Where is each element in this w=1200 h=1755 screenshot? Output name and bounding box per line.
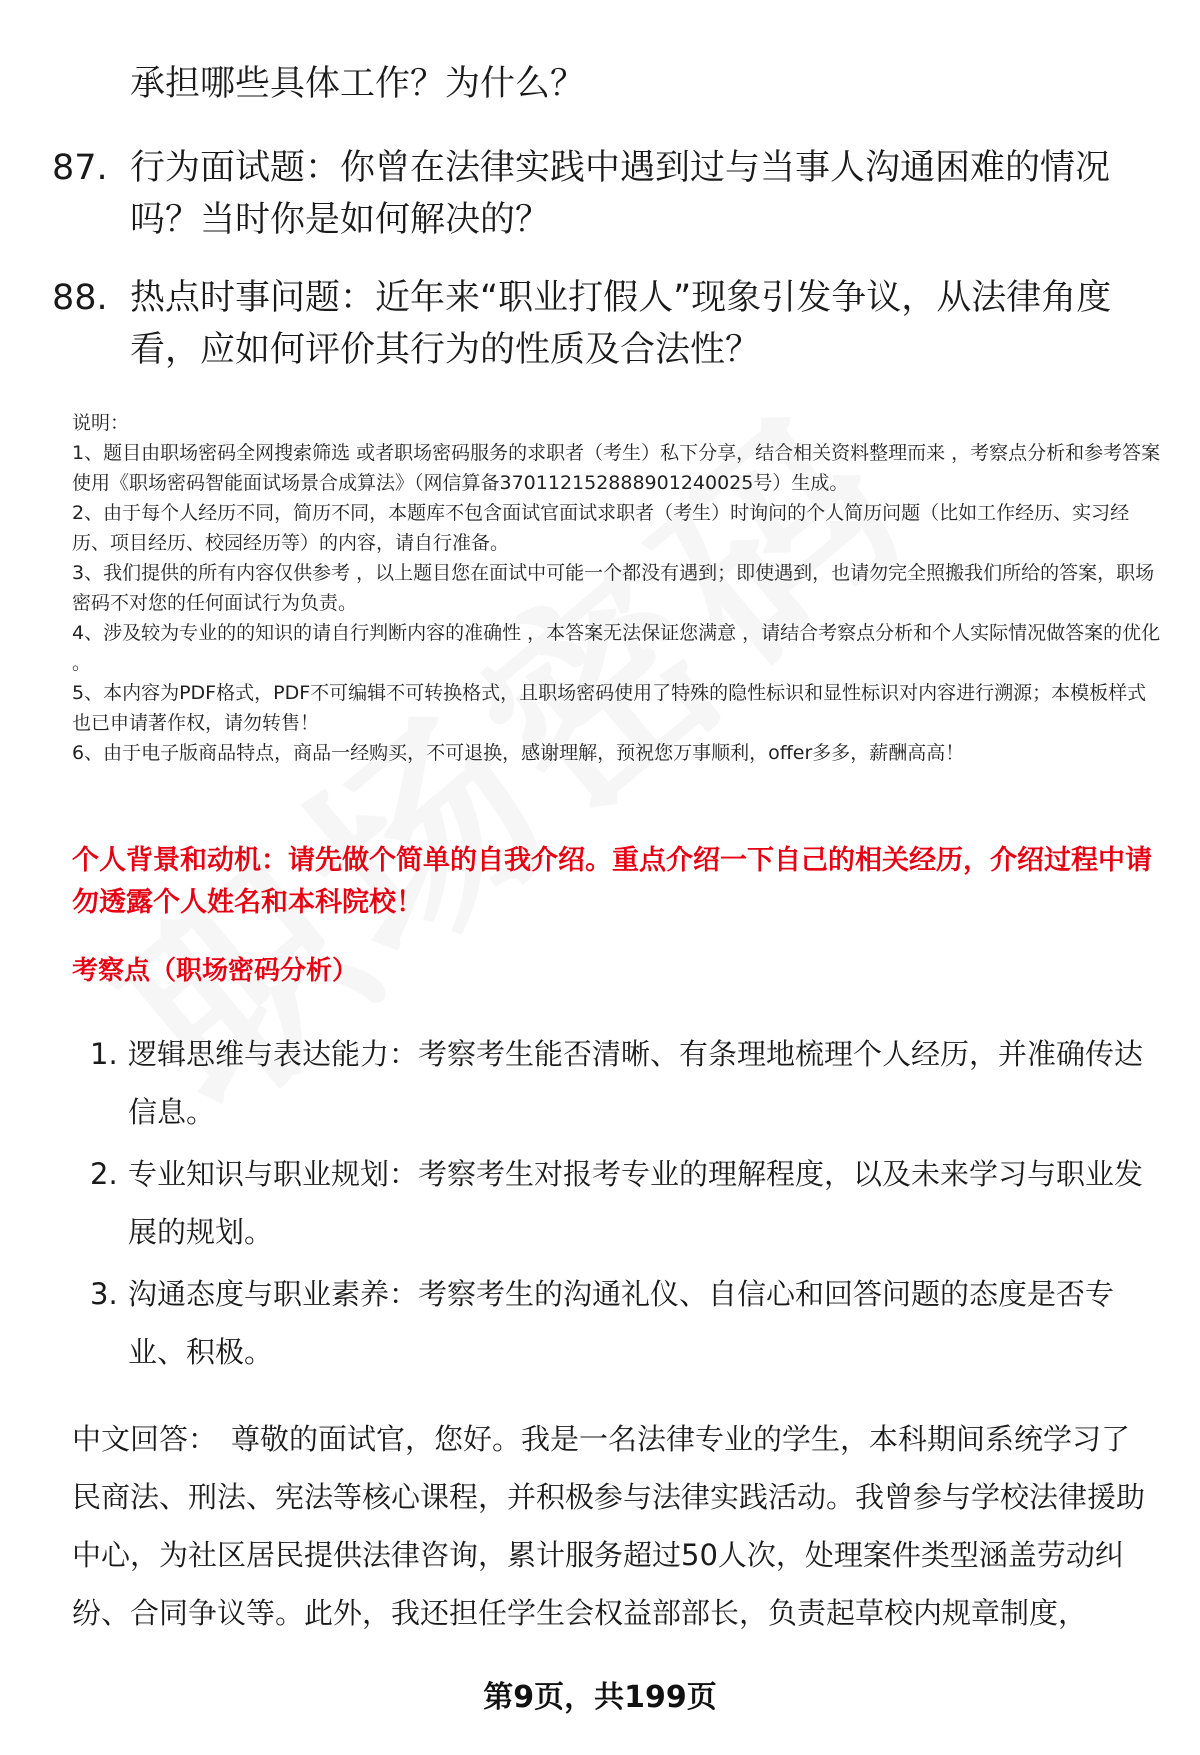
question-item bbox=[52, 142, 1142, 246]
point-number: 2. bbox=[90, 1157, 118, 1191]
page-footer: 第9页，共199页 bbox=[483, 1680, 717, 1715]
note-item: 2、由于每个人经历不同，简历不同，本题库不包含面试官面试求职者（考生）时询问的个人简历问题（比如工作经历、实习经历、项目经历、校园经历等）的内容，请自行准备。 bbox=[72, 502, 1130, 554]
note-item: 4、涉及较为专业的的知识的请自行判断内容的准确性 ，本答案无法保证您满意 ，请结合考察点分析和个人实际情况做答案的优化 。 bbox=[72, 622, 1161, 674]
question-number: 87. bbox=[52, 148, 108, 188]
notes-section bbox=[72, 408, 1162, 768]
answer-text: 尊敬的面试官，您好。我是一名法律专业的学生，本科期间系统学习了民商法、刑法、宪法等核心课程，并积极参与法律实践活动。我曾参与学校法律援助中心，为社区居民提供法律咨询，累计服务超过50人次，处理案件类型涵盖劳动纠纷、合同争议等。此外，我还担任学生会权益部部长，负责起草校内规章制度， bbox=[72, 1422, 1146, 1630]
question-item bbox=[52, 272, 1142, 376]
note-item: 1、题目由职场密码全网搜索筛选 或者职场密码服务的求职者（考生）私下分享，结合相关资料整理而来 ，考察点分析和参考答案使用《职场密码智能面试场景合成算法》（网信算备370112152888901240025号）生成。 bbox=[72, 442, 1161, 494]
analysis-point bbox=[72, 1145, 1152, 1261]
answer-section bbox=[72, 1410, 1157, 1642]
point-text: 逻辑思维与表达能力：考察考生能否清晰、有条理地梳理个人经历，并准确传达信息。 bbox=[128, 1037, 1144, 1129]
point-text: 沟通态度与职业素养：考察考生的沟通礼仪、自信心和回答问题的态度是否专业、积极。 bbox=[128, 1277, 1115, 1369]
question-text: 行为面试题：你曾在法律实践中遇到过与当事人沟通困难的情况吗？当时你是如何解决的？ bbox=[130, 148, 1111, 240]
question-continuation: 承担哪些具体工作？为什么？ bbox=[130, 64, 586, 104]
point-text: 专业知识与职业规划：考察考生对报考专业的理解程度，以及未来学习与职业发展的规划。 bbox=[128, 1157, 1144, 1249]
point-number: 3. bbox=[90, 1277, 118, 1311]
point-number: 1. bbox=[90, 1037, 118, 1071]
question-text: 热点时事问题：近年来“职业打假人”现象引发争议，从法律角度看，应如何评价其行为的性质及合法性？ bbox=[130, 278, 1112, 370]
note-item: 3、我们提供的所有内容仅供参考 ，以上题目您在面试中可能一个都没有遇到；即使遇到，也请勿完全照搬我们所给的答案，职场密码不对您的任何面试行为负责。 bbox=[72, 562, 1155, 614]
answer-label: 中文回答： bbox=[72, 1422, 218, 1456]
analysis-heading: 考察点（职场密码分析） bbox=[72, 956, 359, 986]
question-number: 88. bbox=[52, 278, 108, 318]
notes-title: 说明： bbox=[72, 412, 130, 434]
note-item: 6、由于电子版商品特点，商品一经购买，不可退换，感谢理解，预祝您万事顺利，offer多多，薪酬高高！ bbox=[72, 742, 965, 764]
analysis-point bbox=[72, 1265, 1152, 1381]
background-question: 个人背景和动机：请先做个简单的自我介绍。重点介绍一下自己的相关经历，介绍过程中请勿透露个人姓名和本科院校！ bbox=[72, 845, 1152, 918]
note-item: 5、本内容为PDF格式，PDF不可编辑不可转换格式，且职场密码使用了特殊的隐性标识和显性标识对内容进行溯源；本模板样式也已申请著作权，请勿转售！ bbox=[72, 682, 1147, 734]
analysis-point bbox=[72, 1025, 1152, 1141]
analysis-points bbox=[72, 1025, 1152, 1385]
